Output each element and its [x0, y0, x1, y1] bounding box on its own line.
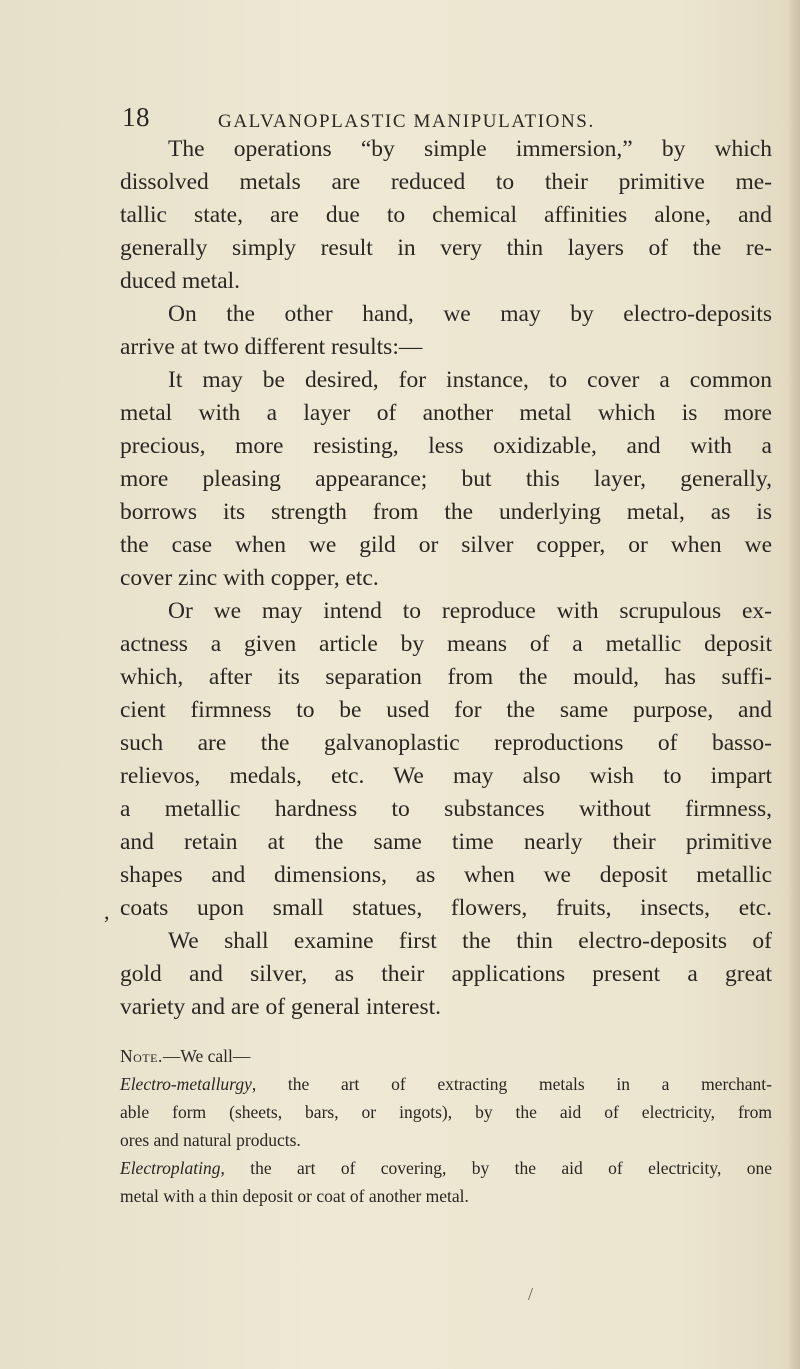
footnote-line: [120, 1154, 772, 1182]
body-line: precious, more resisting, less oxidizable, and with a: [120, 433, 772, 459]
note-intro: —We call—: [162, 1046, 251, 1066]
body-line: a metallic hardness to substances without firmness,: [120, 796, 772, 822]
body-line: which, after its separation from the mould, has suffi-: [120, 664, 772, 690]
body-line: dissolved metals are reduced to their primitive me-: [120, 169, 772, 195]
body-line: gold and silver, as their applications present a great: [120, 961, 772, 987]
body-line: and retain at the same time nearly their primitive: [120, 829, 772, 855]
body-line: cover zinc with copper, etc.: [120, 565, 379, 591]
body-line: Or we may intend to reproduce with scrupulous ex-: [168, 598, 772, 624]
footnote-line: ores and natural products.: [120, 1130, 301, 1150]
body-line: relievos, medals, etc. We may also wish to impart: [120, 763, 772, 789]
body-line: the case when we gild or silver copper, or when we: [120, 532, 772, 558]
body-line: borrows its strength from the underlying metal, as is: [120, 499, 772, 525]
footnote: [120, 1042, 772, 1210]
body-line: more pleasing appearance; but this layer, generally,: [120, 466, 772, 492]
body-line: We shall examine first the thin electro-deposits of: [168, 928, 772, 954]
body-line: shapes and dimensions, as when we deposit metallic: [120, 862, 772, 888]
body-line: actness a given article by means of a metallic deposit: [120, 631, 772, 657]
body-line: The operations “by simple immersion,” by which: [168, 136, 772, 162]
body-line: such are the galvanoplastic reproductions of basso-: [120, 730, 772, 756]
footnote-line: [120, 1070, 772, 1098]
body-line: tallic state, are due to chemical affinities alone, and: [120, 202, 772, 228]
footnote-line: able form (sheets, bars, or ingots), by the aid of electricity, from: [120, 1102, 772, 1122]
body-line: arrive at two different results:—: [120, 334, 423, 360]
body-line: generally simply result in very thin layers of the re-: [120, 235, 772, 261]
body-text: [120, 133, 772, 1024]
body-line: variety and are of general interest.: [120, 994, 442, 1020]
note-label: Note.: [120, 1046, 163, 1066]
body-line: duced metal.: [120, 268, 241, 294]
body-line: cient firmness to be used for the same purpose, and: [120, 697, 772, 723]
note-definition-text: , the art of covering, by the aid of electricity, one: [220, 1158, 772, 1178]
body-line: On the other hand, we may by electro-deposits: [168, 301, 772, 327]
page-edge-shadow: [786, 0, 800, 1369]
note-definition-text: , the art of extracting metals in a merchant-: [251, 1074, 772, 1094]
page-number: 18: [122, 102, 150, 132]
footnote-line: metal with a thin deposit or coat of another metal.: [120, 1186, 469, 1206]
body-line: metal with a layer of another metal which is more: [120, 400, 772, 426]
body-line: It may be desired, for instance, to cover a common: [168, 367, 772, 393]
body-line: coats upon small statues, flowers, fruits, insects, etc.: [120, 895, 772, 921]
footnote-line: [120, 1042, 772, 1070]
running-title: GALVANOPLASTIC MANIPULATIONS.: [218, 111, 595, 132]
note-term-electro-metallurgy: Electro-metallurgy: [120, 1074, 252, 1094]
note-term-electroplating: Electroplating: [120, 1158, 221, 1178]
pencil-mark: /: [528, 1284, 534, 1304]
stray-ink-mark: ,: [104, 899, 110, 924]
